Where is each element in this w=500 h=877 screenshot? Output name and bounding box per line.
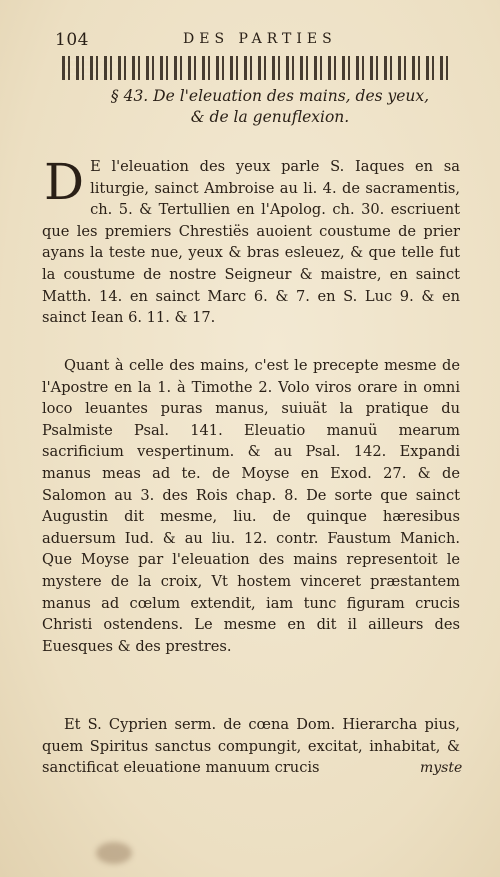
drop-cap-letter: D <box>44 153 85 211</box>
decorative-border-ornament <box>62 56 448 80</box>
section-title <box>90 86 450 128</box>
ink-smudge <box>96 842 132 864</box>
paragraph-1 <box>42 153 460 329</box>
section-title-line2: & de la genuflexion. <box>190 108 350 126</box>
page-number: 104 <box>55 30 89 50</box>
section-title-line1: § 43. De l'eleuation des mains, des yeux, <box>110 87 430 105</box>
catchword: myste <box>420 760 463 776</box>
paragraph-1-text: E l'eleuation des yeux parle S. Iaques en sa liturgie, sainct Ambroise au li. 4. de sacramentis, ch. 5. & Tertullien en l'Apolog. ch. 30. escriuent que les premiers Chrestiës auoient coustume de prier ayans la teste nue, yeux & bras esleuez, & que telle fut la coustume de nostre Seigneur & maistre, en sainct Matth. 14. en sainct Marc 6. & 7. en S. Luc 9. & en sainct Iean 6. 11. & 17. <box>42 158 460 327</box>
paragraph-3: Et S. Cyprien serm. de cœna Dom. Hierarcha pius, quem Spiritus sanctus compungit, excitat, inhabitat, & sanctificat eleuatione manuum crucis <box>42 716 460 777</box>
running-head: DES PARTIES <box>183 31 337 47</box>
page-header <box>55 30 455 52</box>
paragraph-2: Quant à celle des mains, c'est le precepte mesme de l'Apostre en la 1. à Timothe 2. Volo viros orare in omni loco leuantes puras manus, suiuät la pratique du Psalmiste Psal. 141. Eleuatio manuü mearum sacrificium vespertinum. & au Psal. 142. Expandi manus meas ad te. de Moyse en Exod. 27. & de Salomon au 3. des Rois chap. 8. De sorte que sainct Augustin dit mesme, liu. de quinque hæresibus aduersum Iud. & au liu. 12. contr. Faustum Manich. Que Moyse par l'eleuation des mains representoit le mystere de la croix, Vt hostem vinceret præstantem manus ad cœlum extendit, iam tunc figuram crucis Christi ostendens. Le mesme en dit il ailleurs des Euesques & des prestres. <box>42 357 460 655</box>
